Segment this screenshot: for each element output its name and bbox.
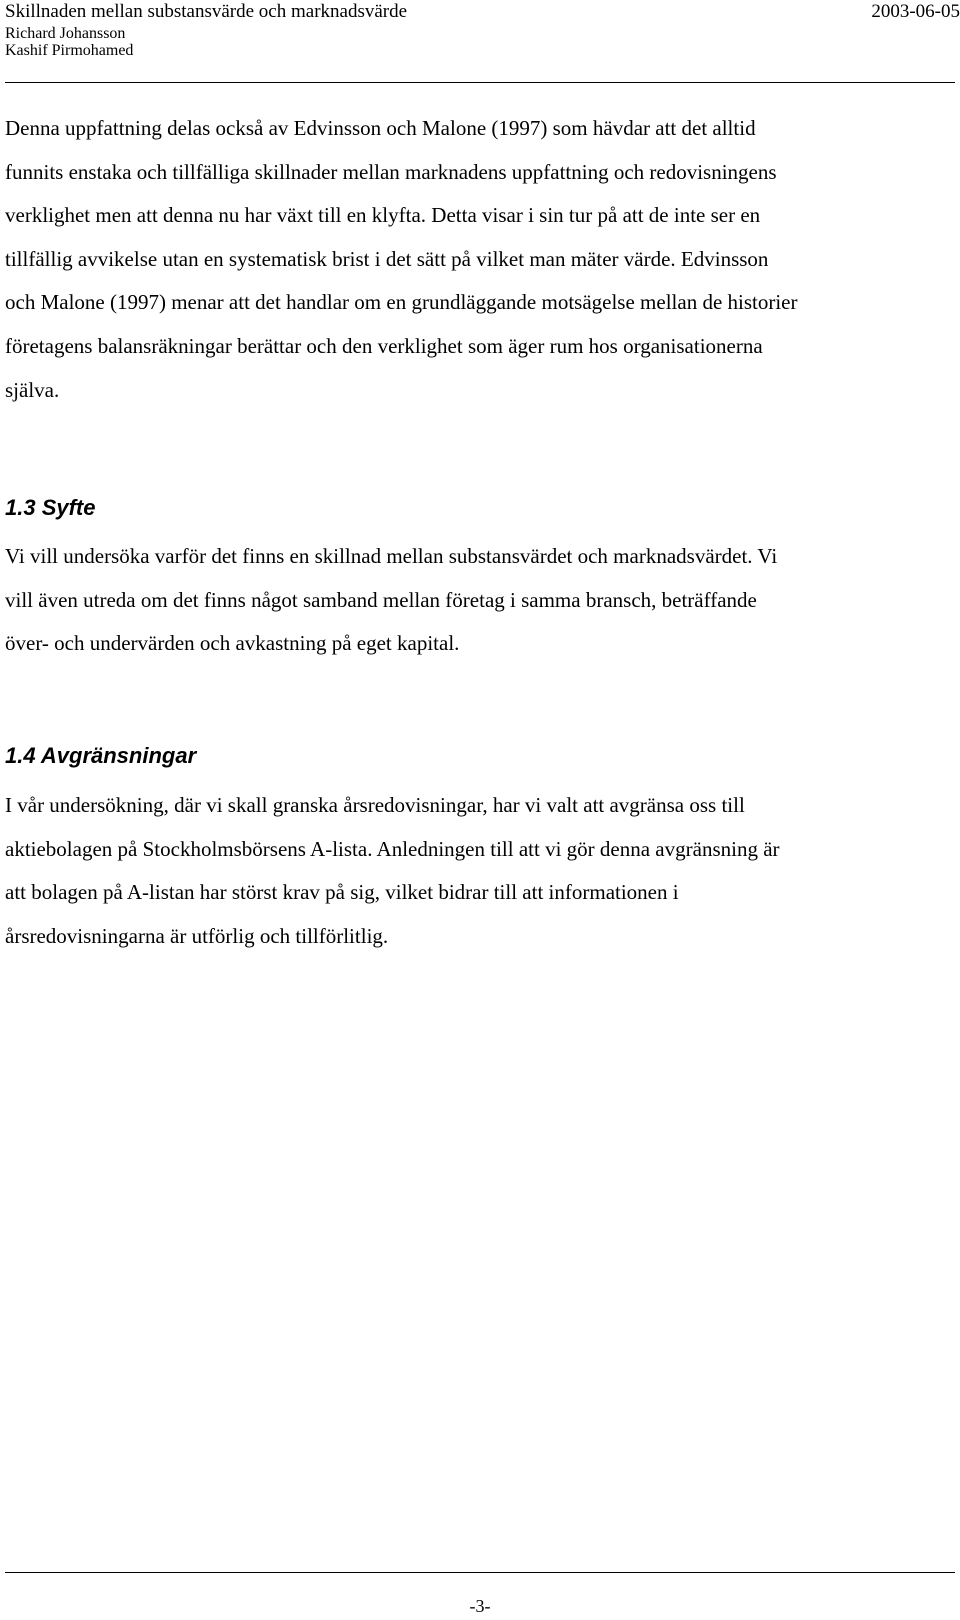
document-title: Skillnaden mellan substansvärde och marknadsvärde [5, 1, 408, 22]
paragraph-line: Vi vill undersöka varför det finns en skillnad mellan substansvärdet och marknadsvärdet. Vi [5, 544, 778, 568]
paragraph-line: I vår undersökning, där vi skall granska årsredovisningar, har vi valt att avgränsa oss till [5, 793, 745, 817]
paragraph-line: att bolagen på A-listan har störst krav på sig, vilket bidrar till att informationen i [5, 880, 679, 905]
document-date: 2003-06-05 [871, 1, 960, 22]
syfte-paragraph [5, 535, 960, 666]
paragraph-line: själva. [5, 377, 60, 402]
paragraph-line: funnits enstaka och tillfälliga skillnader mellan marknadens uppfattning och redovisningens [5, 159, 777, 184]
paragraph-line: Denna uppfattning delas också av Edvinsson och Malone (1997) som hävdar att det alltid [5, 116, 756, 140]
page-header [5, 0, 960, 85]
section-heading-avgransningar: 1.4 Avgränsningar [5, 743, 197, 768]
paragraph-line: över- och undervärden och avkastning på eget kapital. [5, 631, 460, 656]
paragraph-line: och Malone (1997) menar att det handlar om en grundläggande motsägelse mellan de historier [5, 290, 798, 315]
intro-paragraph [5, 107, 960, 412]
paragraph-line: årsredovisningarna är utförlig och tillförlitlig. [5, 923, 389, 948]
section-heading-syfte: 1.3 Syfte [5, 495, 96, 520]
author-name: Kashif Pirmohamed [5, 42, 134, 59]
author-name: Richard Johansson [5, 25, 126, 42]
paragraph-line: företagens balansräkningar berättar och den verklighet som äger rum hos organisationerna [5, 333, 763, 358]
paragraph-line: tillfällig avvikelse utan en systematisk brist i det sätt på vilket man mäter värde. Edvinsson [5, 246, 769, 271]
paragraph-line: vill även utreda om det finns något samband mellan företag i samma bransch, beträffande [5, 587, 757, 612]
paragraph-line: aktiebolagen på Stockholmsbörsens A-lista. Anledningen till att vi gör denna avgränsning är [5, 836, 780, 861]
header-divider [5, 82, 955, 83]
footer-divider [5, 1572, 955, 1573]
avgransningar-paragraph [5, 784, 960, 958]
page-number: -3- [469, 1596, 491, 1616]
paragraph-line: verklighet men att denna nu har växt till en klyfta. Detta visar i sin tur på att de inte ser en [5, 203, 761, 228]
